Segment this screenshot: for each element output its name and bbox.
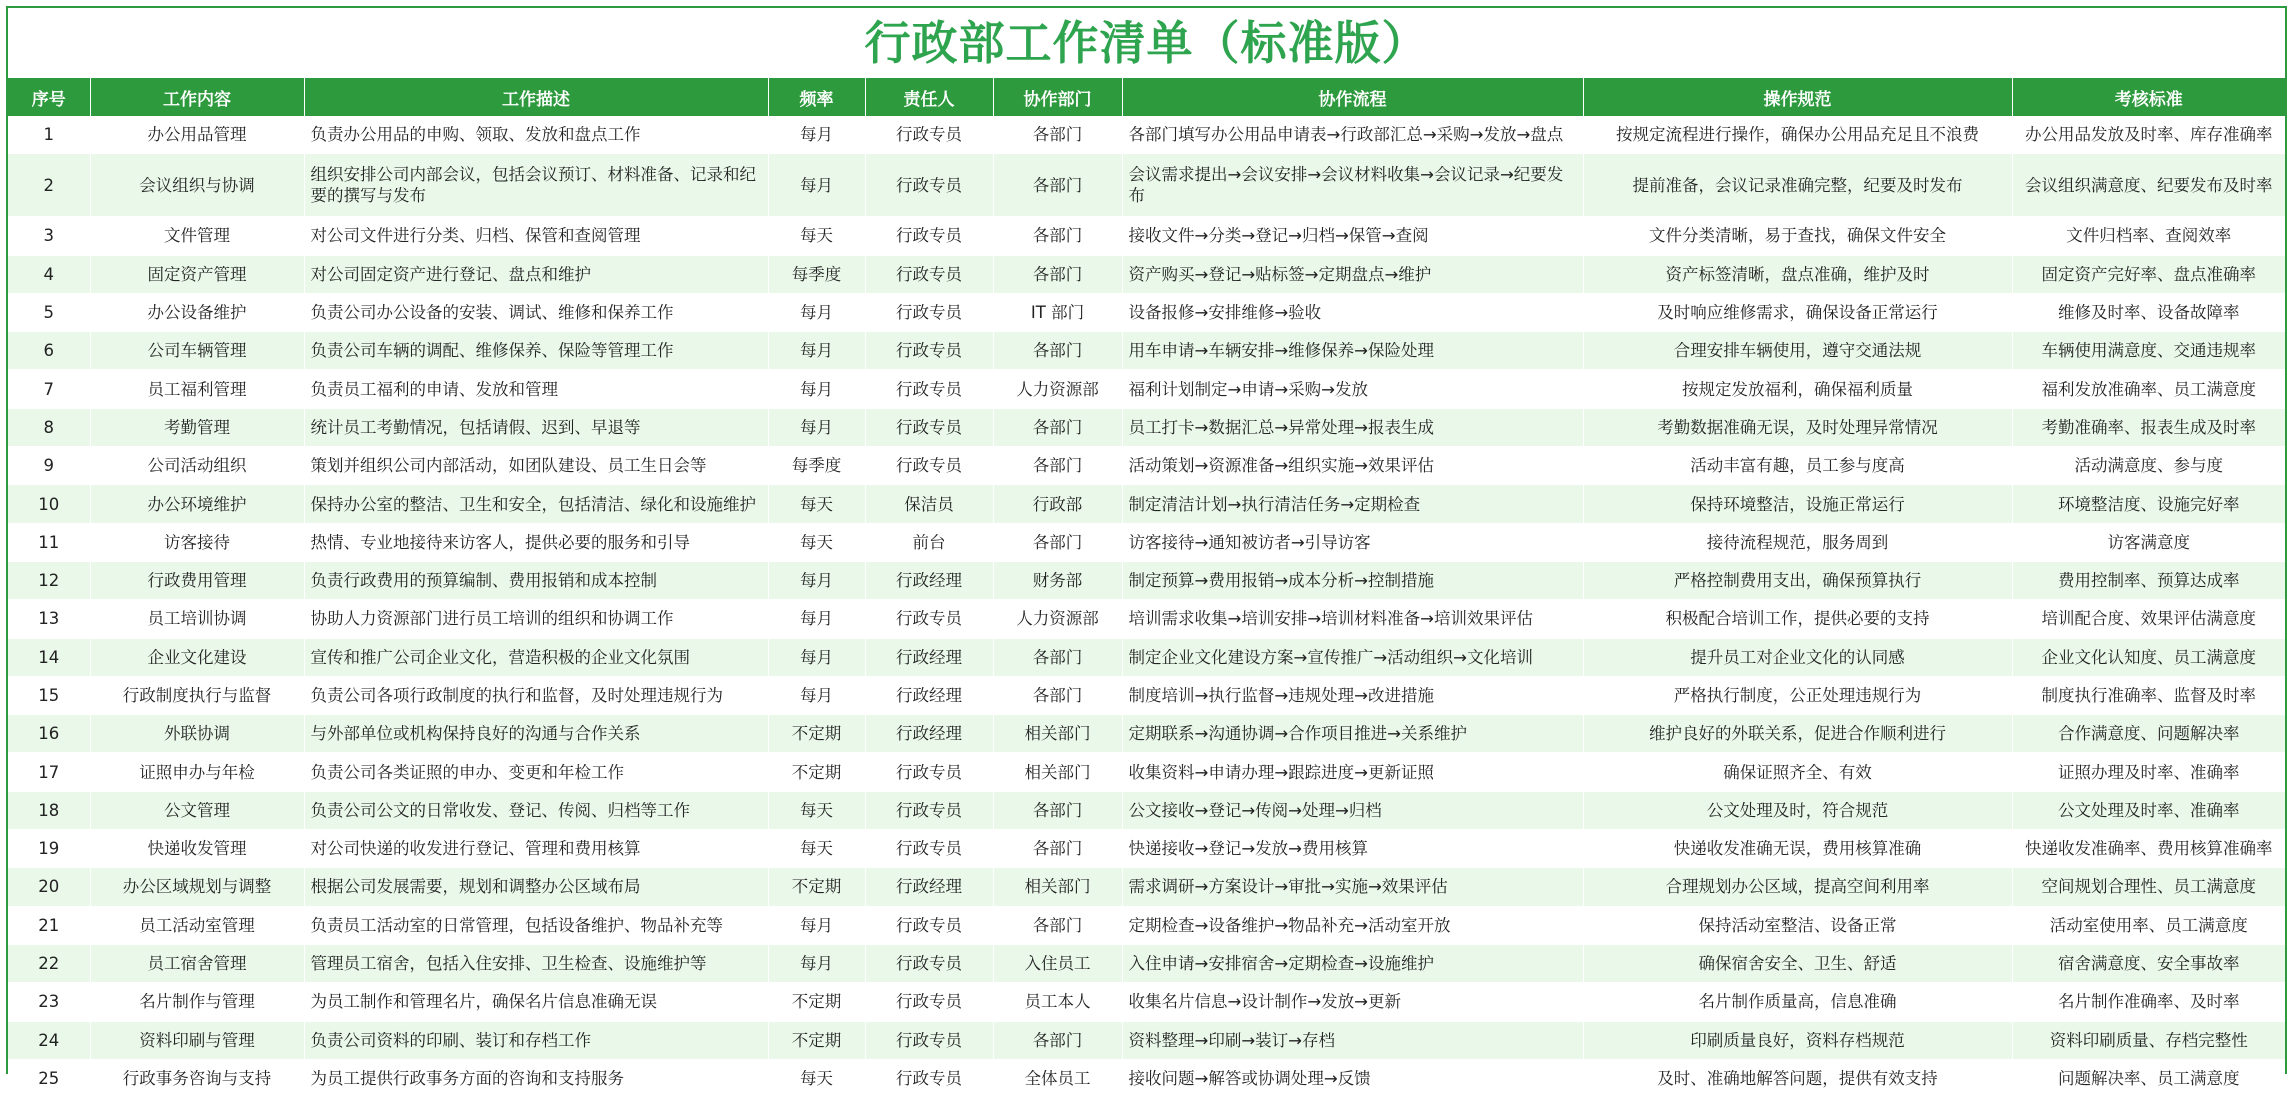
cell-responsible: 行政专员 bbox=[865, 906, 993, 944]
table-row bbox=[8, 830, 2285, 868]
cell-index: 17 bbox=[8, 753, 90, 791]
cell-assessment: 维修及时率、设备故障率 bbox=[2012, 293, 2285, 331]
cell-work-description: 负责公司资料的印刷、装订和存档工作 bbox=[304, 1021, 768, 1059]
cell-index: 24 bbox=[8, 1021, 90, 1059]
cell-work-description: 管理员工宿舍，包括入住安排、卫生检查、设施维护等 bbox=[304, 944, 768, 982]
cell-assessment: 车辆使用满意度、交通违规率 bbox=[2012, 332, 2285, 370]
cell-work-content: 行政事务咨询与支持 bbox=[90, 1059, 304, 1097]
cell-collab-process: 用车申请→车辆安排→维修保养→保险处理 bbox=[1122, 332, 1583, 370]
cell-assessment: 福利发放准确率、员工满意度 bbox=[2012, 370, 2285, 408]
cell-work-description: 根据公司发展需要，规划和调整办公区域布局 bbox=[304, 868, 768, 906]
cell-collab-process: 访客接待→通知被访者→引导访客 bbox=[1122, 523, 1583, 561]
cell-work-content: 考勤管理 bbox=[90, 408, 304, 446]
cell-frequency: 每月 bbox=[768, 638, 865, 676]
table-row bbox=[8, 983, 2285, 1021]
cell-responsible: 行政专员 bbox=[865, 791, 993, 829]
cell-collab-process: 接收文件→分类→登记→归档→保管→查阅 bbox=[1122, 217, 1583, 255]
cell-frequency: 每天 bbox=[768, 791, 865, 829]
cell-collab-dept: 各部门 bbox=[993, 332, 1122, 370]
cell-operation-spec: 印刷质量良好，资料存档规范 bbox=[1583, 1021, 2012, 1059]
cell-operation-spec: 严格控制费用支出，确保预算执行 bbox=[1583, 561, 2012, 599]
table-row bbox=[8, 332, 2285, 370]
cell-operation-spec: 按规定发放福利，确保福利质量 bbox=[1583, 370, 2012, 408]
header-index: 序号 bbox=[8, 78, 90, 116]
cell-collab-process: 公文接收→登记→传阅→处理→归档 bbox=[1122, 791, 1583, 829]
cell-collab-process: 收集名片信息→设计制作→发放→更新 bbox=[1122, 983, 1583, 1021]
cell-work-content: 办公区域规划与调整 bbox=[90, 868, 304, 906]
cell-work-description: 对公司固定资产进行登记、盘点和维护 bbox=[304, 255, 768, 293]
cell-frequency: 不定期 bbox=[768, 715, 865, 753]
cell-work-content: 名片制作与管理 bbox=[90, 983, 304, 1021]
cell-frequency: 每月 bbox=[768, 944, 865, 982]
cell-work-content: 行政费用管理 bbox=[90, 561, 304, 599]
cell-frequency: 每天 bbox=[768, 217, 865, 255]
cell-operation-spec: 文件分类清晰，易于查找，确保文件安全 bbox=[1583, 217, 2012, 255]
cell-index: 21 bbox=[8, 906, 90, 944]
cell-responsible: 行政专员 bbox=[865, 116, 993, 154]
cell-index: 12 bbox=[8, 561, 90, 599]
cell-work-content: 办公设备维护 bbox=[90, 293, 304, 331]
cell-collab-dept: 各部门 bbox=[993, 408, 1122, 446]
cell-collab-process: 培训需求收集→培训安排→培训材料准备→培训效果评估 bbox=[1122, 600, 1583, 638]
table-row bbox=[8, 753, 2285, 791]
header-frequency: 频率 bbox=[768, 78, 865, 116]
table-row bbox=[8, 408, 2285, 446]
cell-assessment: 会议组织满意度、纪要发布及时率 bbox=[2012, 154, 2285, 217]
cell-collab-dept: 各部门 bbox=[993, 906, 1122, 944]
cell-assessment: 快递收发准确率、费用核算准确率 bbox=[2012, 830, 2285, 868]
cell-frequency: 每月 bbox=[768, 600, 865, 638]
header-work-content: 工作内容 bbox=[90, 78, 304, 116]
table-row bbox=[8, 638, 2285, 676]
cell-assessment: 合作满意度、问题解决率 bbox=[2012, 715, 2285, 753]
cell-collab-dept: 相关部门 bbox=[993, 868, 1122, 906]
cell-work-content: 办公用品管理 bbox=[90, 116, 304, 154]
cell-work-description: 负责公司车辆的调配、维修保养、保险等管理工作 bbox=[304, 332, 768, 370]
cell-operation-spec: 严格执行制度，公正处理违规行为 bbox=[1583, 676, 2012, 714]
cell-collab-process: 需求调研→方案设计→审批→实施→效果评估 bbox=[1122, 868, 1583, 906]
cell-responsible: 行政专员 bbox=[865, 983, 993, 1021]
cell-work-description: 保持办公室的整洁、卫生和安全，包括清洁、绿化和设施维护 bbox=[304, 485, 768, 523]
cell-assessment: 环境整洁度、设施完好率 bbox=[2012, 485, 2285, 523]
table-row bbox=[8, 255, 2285, 293]
cell-responsible: 前台 bbox=[865, 523, 993, 561]
cell-work-description: 负责公司各类证照的申办、变更和年检工作 bbox=[304, 753, 768, 791]
cell-responsible: 行政经理 bbox=[865, 676, 993, 714]
cell-assessment: 办公用品发放及时率、库存准确率 bbox=[2012, 116, 2285, 154]
cell-frequency: 每月 bbox=[768, 906, 865, 944]
cell-frequency: 每天 bbox=[768, 523, 865, 561]
cell-responsible: 行政专员 bbox=[865, 370, 993, 408]
cell-collab-dept: 人力资源部 bbox=[993, 600, 1122, 638]
cell-operation-spec: 保持活动室整洁、设备正常 bbox=[1583, 906, 2012, 944]
cell-collab-process: 活动策划→资源准备→组织实施→效果评估 bbox=[1122, 447, 1583, 485]
cell-index: 11 bbox=[8, 523, 90, 561]
cell-frequency: 不定期 bbox=[768, 983, 865, 1021]
cell-operation-spec: 及时响应维修需求，确保设备正常运行 bbox=[1583, 293, 2012, 331]
cell-assessment: 活动室使用率、员工满意度 bbox=[2012, 906, 2285, 944]
cell-frequency: 不定期 bbox=[768, 868, 865, 906]
cell-responsible: 行政专员 bbox=[865, 830, 993, 868]
cell-index: 18 bbox=[8, 791, 90, 829]
cell-collab-dept: 各部门 bbox=[993, 523, 1122, 561]
cell-operation-spec: 积极配合培训工作，提供必要的支持 bbox=[1583, 600, 2012, 638]
cell-operation-spec: 快递收发准确无误，费用核算准确 bbox=[1583, 830, 2012, 868]
cell-operation-spec: 合理规划办公区域，提高空间利用率 bbox=[1583, 868, 2012, 906]
cell-index: 22 bbox=[8, 944, 90, 982]
table-row bbox=[8, 116, 2285, 154]
cell-responsible: 行政经理 bbox=[865, 715, 993, 753]
cell-responsible: 行政专员 bbox=[865, 1059, 993, 1097]
cell-index: 9 bbox=[8, 447, 90, 485]
cell-collab-process: 各部门填写办公用品申请表→行政部汇总→采购→发放→盘点 bbox=[1122, 116, 1583, 154]
cell-assessment: 证照办理及时率、准确率 bbox=[2012, 753, 2285, 791]
cell-collab-dept: 入住员工 bbox=[993, 944, 1122, 982]
cell-collab-dept: 相关部门 bbox=[993, 715, 1122, 753]
cell-work-description: 负责公司办公设备的安装、调试、维修和保养工作 bbox=[304, 293, 768, 331]
cell-collab-dept: 人力资源部 bbox=[993, 370, 1122, 408]
header-row bbox=[8, 78, 2285, 116]
cell-work-content: 公文管理 bbox=[90, 791, 304, 829]
cell-index: 15 bbox=[8, 676, 90, 714]
cell-collab-process: 制度培训→执行监督→违规处理→改进措施 bbox=[1122, 676, 1583, 714]
cell-work-description: 统计员工考勤情况，包括请假、迟到、早退等 bbox=[304, 408, 768, 446]
cell-operation-spec: 活动丰富有趣，员工参与度高 bbox=[1583, 447, 2012, 485]
cell-responsible: 行政专员 bbox=[865, 217, 993, 255]
cell-collab-dept: 各部门 bbox=[993, 830, 1122, 868]
cell-work-description: 与外部单位或机构保持良好的沟通与合作关系 bbox=[304, 715, 768, 753]
header-assessment: 考核标准 bbox=[2012, 78, 2285, 116]
cell-responsible: 保洁员 bbox=[865, 485, 993, 523]
cell-collab-dept: 各部门 bbox=[993, 255, 1122, 293]
cell-collab-process: 福利计划制定→申请→采购→发放 bbox=[1122, 370, 1583, 408]
cell-collab-dept: IT 部门 bbox=[993, 293, 1122, 331]
table-row bbox=[8, 715, 2285, 753]
cell-frequency: 每月 bbox=[768, 408, 865, 446]
cell-frequency: 每月 bbox=[768, 370, 865, 408]
cell-responsible: 行政经理 bbox=[865, 561, 993, 599]
cell-collab-dept: 各部门 bbox=[993, 447, 1122, 485]
cell-work-content: 固定资产管理 bbox=[90, 255, 304, 293]
table-row bbox=[8, 1021, 2285, 1059]
cell-assessment: 资料印刷质量、存档完整性 bbox=[2012, 1021, 2285, 1059]
table-row bbox=[8, 154, 2285, 217]
cell-work-content: 员工福利管理 bbox=[90, 370, 304, 408]
cell-work-content: 文件管理 bbox=[90, 217, 304, 255]
table-row bbox=[8, 447, 2285, 485]
cell-frequency: 不定期 bbox=[768, 753, 865, 791]
cell-assessment: 空间规划合理性、员工满意度 bbox=[2012, 868, 2285, 906]
cell-frequency: 每月 bbox=[768, 676, 865, 714]
cell-assessment: 活动满意度、参与度 bbox=[2012, 447, 2285, 485]
cell-work-content: 访客接待 bbox=[90, 523, 304, 561]
cell-assessment: 考勤准确率、报表生成及时率 bbox=[2012, 408, 2285, 446]
cell-work-description: 负责办公用品的申购、领取、发放和盘点工作 bbox=[304, 116, 768, 154]
cell-collab-process: 入住申请→安排宿舍→定期检查→设施维护 bbox=[1122, 944, 1583, 982]
cell-collab-process: 接收问题→解答或协调处理→反馈 bbox=[1122, 1059, 1583, 1097]
cell-work-content: 资料印刷与管理 bbox=[90, 1021, 304, 1059]
cell-frequency: 每月 bbox=[768, 293, 865, 331]
table-row bbox=[8, 217, 2285, 255]
cell-collab-process: 定期检查→设备维护→物品补充→活动室开放 bbox=[1122, 906, 1583, 944]
cell-operation-spec: 提升员工对企业文化的认同感 bbox=[1583, 638, 2012, 676]
cell-operation-spec: 考勤数据准确无误，及时处理异常情况 bbox=[1583, 408, 2012, 446]
worksheet-frame bbox=[6, 6, 2287, 1088]
cell-responsible: 行政专员 bbox=[865, 255, 993, 293]
cell-work-content: 公司车辆管理 bbox=[90, 332, 304, 370]
cell-work-content: 公司活动组织 bbox=[90, 447, 304, 485]
cell-collab-process: 制定预算→费用报销→成本分析→控制措施 bbox=[1122, 561, 1583, 599]
cell-frequency: 每月 bbox=[768, 154, 865, 217]
table-body bbox=[8, 116, 2285, 1098]
cell-frequency: 每天 bbox=[768, 830, 865, 868]
cell-collab-process: 收集资料→申请办理→跟踪进度→更新证照 bbox=[1122, 753, 1583, 791]
header-collab-process: 协作流程 bbox=[1122, 78, 1583, 116]
cell-frequency: 不定期 bbox=[768, 1021, 865, 1059]
cell-work-content: 外联协调 bbox=[90, 715, 304, 753]
cell-operation-spec: 资产标签清晰，盘点准确，维护及时 bbox=[1583, 255, 2012, 293]
cell-index: 8 bbox=[8, 408, 90, 446]
cell-collab-dept: 各部门 bbox=[993, 1021, 1122, 1059]
cell-operation-spec: 保持环境整洁，设施正常运行 bbox=[1583, 485, 2012, 523]
cell-work-description: 负责员工福利的申请、发放和管理 bbox=[304, 370, 768, 408]
cell-operation-spec: 确保证照齐全、有效 bbox=[1583, 753, 2012, 791]
cell-responsible: 行政专员 bbox=[865, 332, 993, 370]
table-row bbox=[8, 600, 2285, 638]
table-row bbox=[8, 868, 2285, 906]
cell-collab-dept: 行政部 bbox=[993, 485, 1122, 523]
work-list-table bbox=[8, 78, 2285, 1098]
table-row bbox=[8, 523, 2285, 561]
cell-collab-process: 员工打卡→数据汇总→异常处理→报表生成 bbox=[1122, 408, 1583, 446]
cell-work-description: 热情、专业地接待来访客人，提供必要的服务和引导 bbox=[304, 523, 768, 561]
cell-collab-process: 快递接收→登记→发放→费用核算 bbox=[1122, 830, 1583, 868]
cell-work-content: 会议组织与协调 bbox=[90, 154, 304, 217]
cell-responsible: 行政专员 bbox=[865, 753, 993, 791]
cell-assessment: 费用控制率、预算达成率 bbox=[2012, 561, 2285, 599]
cell-responsible: 行政专员 bbox=[865, 600, 993, 638]
table-row bbox=[8, 944, 2285, 982]
cell-collab-dept: 相关部门 bbox=[993, 753, 1122, 791]
table-row bbox=[8, 676, 2285, 714]
cell-index: 6 bbox=[8, 332, 90, 370]
cell-responsible: 行政经理 bbox=[865, 638, 993, 676]
table-row bbox=[8, 561, 2285, 599]
cell-collab-process: 设备报修→安排维修→验收 bbox=[1122, 293, 1583, 331]
cell-collab-process: 制定企业文化建设方案→宣传推广→活动组织→文化培训 bbox=[1122, 638, 1583, 676]
cell-index: 13 bbox=[8, 600, 90, 638]
cell-operation-spec: 名片制作质量高，信息准确 bbox=[1583, 983, 2012, 1021]
cell-index: 5 bbox=[8, 293, 90, 331]
cell-frequency: 每月 bbox=[768, 332, 865, 370]
cell-work-description: 负责员工活动室的日常管理，包括设备维护、物品补充等 bbox=[304, 906, 768, 944]
cell-index: 25 bbox=[8, 1059, 90, 1097]
cell-index: 19 bbox=[8, 830, 90, 868]
cell-collab-dept: 各部门 bbox=[993, 154, 1122, 217]
cell-operation-spec: 按规定流程进行操作，确保办公用品充足且不浪费 bbox=[1583, 116, 2012, 154]
cell-work-description: 组织安排公司内部会议，包括会议预订、材料准备、记录和纪要的撰写与发布 bbox=[304, 154, 768, 217]
cell-assessment: 制度执行准确率、监督及时率 bbox=[2012, 676, 2285, 714]
header-responsible: 责任人 bbox=[865, 78, 993, 116]
cell-collab-process: 制定清洁计划→执行清洁任务→定期检查 bbox=[1122, 485, 1583, 523]
cell-work-content: 员工活动室管理 bbox=[90, 906, 304, 944]
cell-index: 3 bbox=[8, 217, 90, 255]
table-row bbox=[8, 906, 2285, 944]
cell-assessment: 企业文化认知度、员工满意度 bbox=[2012, 638, 2285, 676]
cell-work-description: 负责公司各项行政制度的执行和监督，及时处理违规行为 bbox=[304, 676, 768, 714]
cell-index: 16 bbox=[8, 715, 90, 753]
cell-responsible: 行政专员 bbox=[865, 944, 993, 982]
table-row bbox=[8, 485, 2285, 523]
table-row bbox=[8, 791, 2285, 829]
cell-work-description: 对公司快递的收发进行登记、管理和费用核算 bbox=[304, 830, 768, 868]
cell-work-description: 宣传和推广公司企业文化，营造积极的企业文化氛围 bbox=[304, 638, 768, 676]
cell-operation-spec: 合理安排车辆使用，遵守交通法规 bbox=[1583, 332, 2012, 370]
cell-index: 1 bbox=[8, 116, 90, 154]
cell-assessment: 固定资产完好率、盘点准确率 bbox=[2012, 255, 2285, 293]
cell-assessment: 文件归档率、查阅效率 bbox=[2012, 217, 2285, 255]
cell-work-description: 为员工制作和管理名片，确保名片信息准确无误 bbox=[304, 983, 768, 1021]
cell-frequency: 每季度 bbox=[768, 255, 865, 293]
cell-assessment: 培训配合度、效果评估满意度 bbox=[2012, 600, 2285, 638]
cell-assessment: 问题解决率、员工满意度 bbox=[2012, 1059, 2285, 1097]
cell-work-description: 协助人力资源部门进行员工培训的组织和协调工作 bbox=[304, 600, 768, 638]
header-work-description: 工作描述 bbox=[304, 78, 768, 116]
cell-index: 10 bbox=[8, 485, 90, 523]
cell-operation-spec: 确保宿舍安全、卫生、舒适 bbox=[1583, 944, 2012, 982]
cell-work-content: 企业文化建设 bbox=[90, 638, 304, 676]
cell-assessment: 访客满意度 bbox=[2012, 523, 2285, 561]
cell-collab-dept: 各部门 bbox=[993, 676, 1122, 714]
cell-work-description: 策划并组织公司内部活动，如团队建设、员工生日会等 bbox=[304, 447, 768, 485]
cell-work-description: 负责公司公文的日常收发、登记、传阅、归档等工作 bbox=[304, 791, 768, 829]
table-row bbox=[8, 370, 2285, 408]
cell-frequency: 每月 bbox=[768, 116, 865, 154]
cell-work-description: 负责行政费用的预算编制、费用报销和成本控制 bbox=[304, 561, 768, 599]
cell-collab-dept: 各部门 bbox=[993, 116, 1122, 154]
cell-work-content: 员工培训协调 bbox=[90, 600, 304, 638]
cell-index: 7 bbox=[8, 370, 90, 408]
cell-work-content: 行政制度执行与监督 bbox=[90, 676, 304, 714]
cell-operation-spec: 维护良好的外联关系，促进合作顺利进行 bbox=[1583, 715, 2012, 753]
cell-work-content: 办公环境维护 bbox=[90, 485, 304, 523]
cell-frequency: 每天 bbox=[768, 485, 865, 523]
cell-collab-process: 定期联系→沟通协调→合作项目推进→关系维护 bbox=[1122, 715, 1583, 753]
page-title: 行政部工作清单（标准版） bbox=[864, 16, 1429, 70]
header-collab-dept: 协作部门 bbox=[993, 78, 1122, 116]
cell-collab-dept: 各部门 bbox=[993, 217, 1122, 255]
table-row bbox=[8, 1059, 2285, 1097]
cell-assessment: 宿舍满意度、安全事故率 bbox=[2012, 944, 2285, 982]
cell-assessment: 名片制作准确率、及时率 bbox=[2012, 983, 2285, 1021]
cell-responsible: 行政经理 bbox=[865, 868, 993, 906]
cell-collab-dept: 各部门 bbox=[993, 638, 1122, 676]
cell-index: 2 bbox=[8, 154, 90, 217]
cell-assessment: 公文处理及时率、准确率 bbox=[2012, 791, 2285, 829]
cell-work-content: 证照申办与年检 bbox=[90, 753, 304, 791]
cell-collab-process: 会议需求提出→会议安排→会议材料收集→会议记录→纪要发布 bbox=[1122, 154, 1583, 217]
cell-responsible: 行政专员 bbox=[865, 447, 993, 485]
cell-work-description: 为员工提供行政事务方面的咨询和支持服务 bbox=[304, 1059, 768, 1097]
cell-index: 14 bbox=[8, 638, 90, 676]
cell-collab-process: 资产购买→登记→贴标签→定期盘点→维护 bbox=[1122, 255, 1583, 293]
cell-work-content: 快递收发管理 bbox=[90, 830, 304, 868]
cell-responsible: 行政专员 bbox=[865, 1021, 993, 1059]
cell-index: 20 bbox=[8, 868, 90, 906]
cell-responsible: 行政专员 bbox=[865, 408, 993, 446]
cell-operation-spec: 接待流程规范，服务周到 bbox=[1583, 523, 2012, 561]
cell-frequency: 每月 bbox=[768, 561, 865, 599]
cell-index: 23 bbox=[8, 983, 90, 1021]
cell-collab-dept: 员工本人 bbox=[993, 983, 1122, 1021]
cell-collab-dept: 财务部 bbox=[993, 561, 1122, 599]
header-operation-spec: 操作规范 bbox=[1583, 78, 2012, 116]
cell-responsible: 行政专员 bbox=[865, 154, 993, 217]
cell-work-content: 员工宿舍管理 bbox=[90, 944, 304, 982]
cell-operation-spec: 及时、准确地解答问题，提供有效支持 bbox=[1583, 1059, 2012, 1097]
cell-index: 4 bbox=[8, 255, 90, 293]
cell-operation-spec: 公文处理及时，符合规范 bbox=[1583, 791, 2012, 829]
cell-collab-dept: 各部门 bbox=[993, 791, 1122, 829]
cell-collab-process: 资料整理→印刷→装订→存档 bbox=[1122, 1021, 1583, 1059]
cell-operation-spec: 提前准备，会议记录准确完整，纪要及时发布 bbox=[1583, 154, 2012, 217]
cell-work-description: 对公司文件进行分类、归档、保管和查阅管理 bbox=[304, 217, 768, 255]
table-row bbox=[8, 293, 2285, 331]
cell-responsible: 行政专员 bbox=[865, 293, 993, 331]
cell-frequency: 每天 bbox=[768, 1059, 865, 1097]
cell-collab-dept: 全体员工 bbox=[993, 1059, 1122, 1097]
cell-frequency: 每季度 bbox=[768, 447, 865, 485]
